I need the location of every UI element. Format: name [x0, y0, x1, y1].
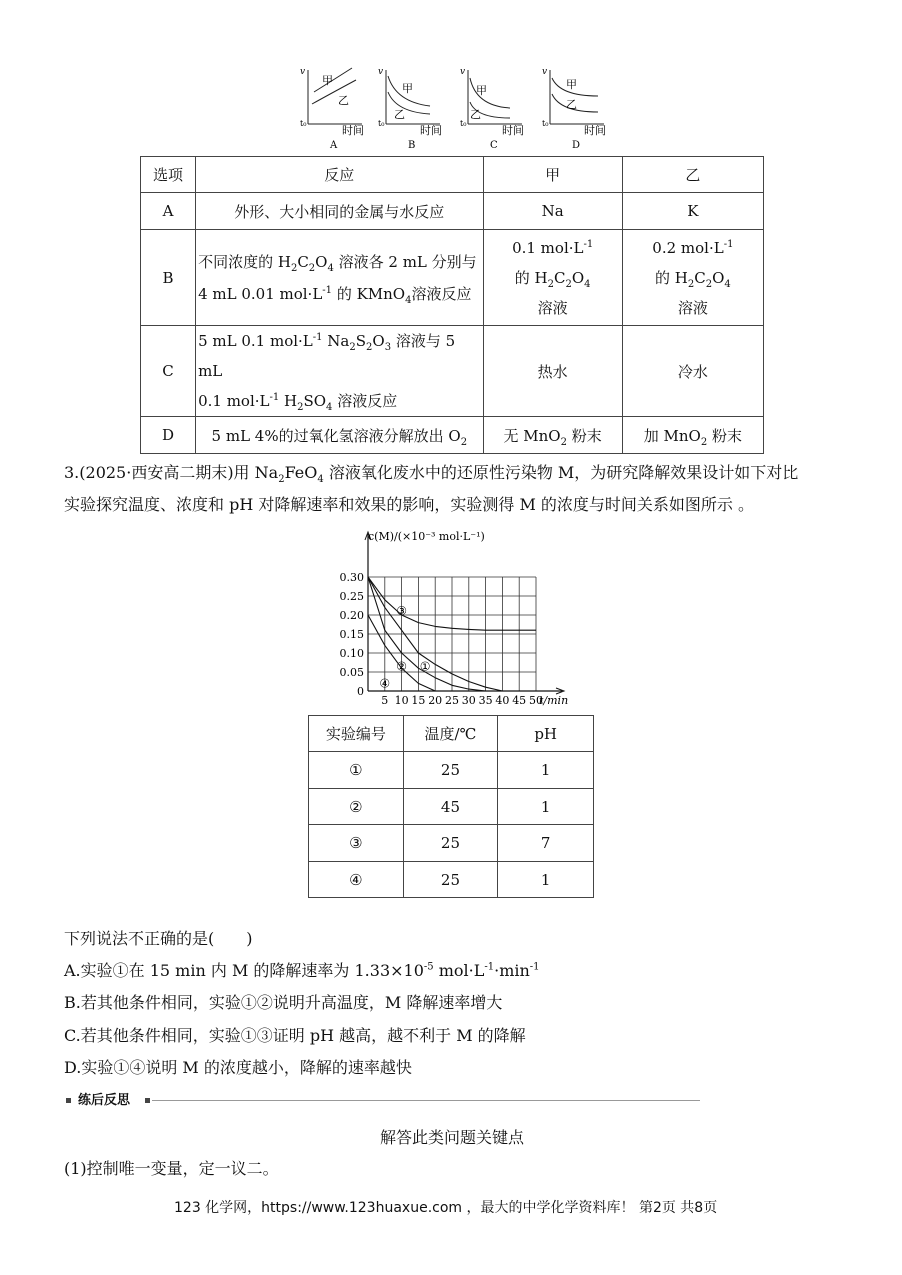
svg-text:时间: 时间: [420, 124, 442, 137]
option-a: A.实验①在 15 min 内 M 的降解速率为 $1.33\times 10^{-5}$ $mol\cdot L^{-1}\cdot\min^{-1}$: [64, 961, 540, 980]
svg-text:甲: 甲: [322, 74, 333, 87]
mini-chart-c: [460, 67, 524, 150]
page-footer: 123 化学网，https://www.123huaxue.com ，最大的中学化学资料库！ 第2页 共8页: [174, 1200, 718, 1216]
q2-table-header: [141, 157, 764, 193]
header-yi: 乙: [622, 157, 763, 193]
x-tick-label: 10: [394, 694, 409, 706]
svg-text:时间: 时间: [584, 124, 606, 137]
exp-ph: 1: [498, 862, 594, 898]
header-option: 选项: [141, 157, 196, 193]
row-a-reaction: 外形、大小相同的金属与水反应: [196, 193, 483, 230]
row-d-jia: 无 MnO$_2$ 粉末: [483, 417, 622, 454]
row-b-reaction: 不同浓度的 $H_2C_2O_4$ 溶液各 2 mL 分别与 4 mL 0.01 $mol\cdot L^{-1}$ 的 KMnO$_4$溶液反应: [196, 230, 483, 326]
option-b: B.若其他条件相同，实验①②说明升高温度，M 降解速率增大: [64, 993, 503, 1012]
option-d: D.实验①④说明 M 的浓度越小，降解的速率越快: [64, 1058, 412, 1077]
q3-table: [308, 715, 594, 898]
exp-ph: 7: [498, 825, 594, 862]
svg-text:乙: 乙: [470, 108, 481, 121]
svg-text:甲: 甲: [402, 82, 413, 95]
svg-text:v: v: [300, 67, 306, 77]
y-tick-label: 0.25: [339, 590, 364, 603]
exp-id: ③: [309, 825, 404, 862]
svg-text:A: A: [330, 140, 338, 150]
q2-table: [140, 156, 764, 454]
row-c-reaction: 5 mL 0.1 $mol\cdot L^{-1}$ $Na_2S_2O_3$ 溶液与 5 mL 0.1 $mol\cdot L^{-1}$ $H_2SO_4$ 溶液反应: [196, 326, 483, 417]
table-row: [141, 193, 764, 230]
svg-text:v: v: [378, 67, 384, 77]
svg-text:B: B: [408, 140, 416, 150]
svg-text:乙: 乙: [338, 94, 349, 107]
q3-table-header: [309, 716, 594, 752]
section-divider: [152, 1100, 700, 1101]
q3-question: 下列说法不正确的是( ): [64, 929, 253, 948]
mini-chart-a: [300, 67, 364, 150]
svg-text:甲: 甲: [476, 84, 487, 97]
table-row: [309, 752, 594, 789]
header-reaction: 反应: [196, 157, 483, 193]
table-row: [309, 862, 594, 898]
q3-stem-line1: 3.(2025·西安高二期末)用 $Na_2FeO_4$ 溶液氧化废水中的还原性污染物 M，为研究降解效果设计如下对比: [64, 463, 799, 486]
exp-temp: 25: [403, 752, 498, 789]
svg-text:甲: 甲: [566, 78, 577, 91]
mini-chart-d: [542, 67, 606, 150]
table-row: [141, 417, 764, 454]
row-d-option: D: [141, 417, 196, 454]
mini-chart-b: [378, 67, 442, 150]
mini-charts: [290, 62, 620, 150]
y-tick-label: 0.20: [339, 609, 364, 622]
header-jia: 甲: [483, 157, 622, 193]
table-row: [141, 230, 764, 326]
row-b-yi: 0.2 $mol\cdot L^{-1}$ 的 $H_2C_2O_4$ 溶液: [622, 230, 763, 326]
row-c-yi: 冷水: [622, 326, 763, 417]
series-label: ①: [419, 659, 431, 674]
y-tick-label: 0.30: [339, 571, 364, 584]
table-row: [141, 326, 764, 417]
x-tick-label: 50: [529, 694, 543, 706]
exp-id: ②: [309, 789, 404, 825]
series-label: ②: [396, 659, 407, 674]
svg-text:D: D: [572, 140, 581, 150]
x-tick-label: 15: [411, 694, 426, 706]
section-title: 练后反思: [78, 1093, 131, 1108]
y-tick-label: 0.15: [339, 628, 364, 641]
exp-id: ④: [309, 862, 404, 898]
header-temp: 温度/℃: [403, 716, 498, 752]
exp-ph: 1: [498, 789, 594, 825]
header-ph: pH: [498, 716, 594, 752]
svg-text:t₀: t₀: [460, 119, 467, 128]
x-tick-label: 40: [495, 694, 510, 706]
row-b-jia: 0.1 $mol\cdot L^{-1}$ 的 $H_2C_2O_4$ 溶液: [483, 230, 622, 326]
table-row: [309, 825, 594, 862]
section-subtitle: 解答此类问题关键点: [380, 1128, 525, 1147]
x-axis-label: t/min: [539, 694, 569, 706]
y-tick-label: 0.10: [339, 647, 364, 660]
x-tick-label: 5: [381, 694, 389, 706]
exp-temp: 25: [403, 862, 498, 898]
svg-text:乙: 乙: [394, 108, 405, 121]
svg-text:t₀: t₀: [300, 119, 307, 128]
x-tick-label: 20: [428, 694, 443, 706]
svg-text:时间: 时间: [342, 124, 364, 137]
y-tick-label: 0.05: [339, 666, 364, 679]
svg-text:时间: 时间: [502, 124, 524, 137]
x-tick-label: 35: [478, 694, 493, 706]
exp-temp: 45: [403, 789, 498, 825]
section-point-1: (1)控制唯一变量，定一议二。: [64, 1159, 279, 1178]
svg-text:C: C: [490, 140, 498, 150]
row-b-option: B: [141, 230, 196, 326]
svg-text:v: v: [460, 67, 466, 77]
section-marker-right: [145, 1098, 150, 1103]
section-marker-left: [66, 1098, 71, 1103]
row-c-jia: 热水: [483, 326, 622, 417]
svg-text:t₀: t₀: [378, 119, 385, 128]
y-tick-label: 0: [357, 685, 364, 698]
header-exp: 实验编号: [309, 716, 404, 752]
series-label: ④: [379, 676, 391, 691]
exp-id: ①: [309, 752, 404, 789]
option-c: C.若其他条件相同，实验①③证明 pH 越高，越不利于 M 的降解: [64, 1026, 526, 1045]
svg-text:v: v: [542, 67, 548, 77]
row-a-jia: Na: [483, 193, 622, 230]
x-tick-label: 45: [512, 694, 527, 706]
q3-chart: [336, 522, 576, 706]
svg-text:t₀: t₀: [542, 119, 549, 128]
x-tick-label: 25: [445, 694, 459, 706]
row-d-reaction: 5 mL 4%的过氧化氢溶液分解放出 $O_2$: [196, 417, 483, 454]
y-axis-label: c(M)/(×10⁻³ mol·L⁻¹): [368, 530, 485, 543]
row-d-yi: 加 MnO$_2$ 粉末: [622, 417, 763, 454]
exp-ph: 1: [498, 752, 594, 789]
table-row: [309, 789, 594, 825]
row-a-option: A: [141, 193, 196, 230]
q3-stem-line2: 实验探究温度、浓度和 pH 对降解速率和效果的影响，实验测得 M 的浓度与时间关系如图所示 。: [64, 495, 755, 514]
svg-text:乙: 乙: [566, 98, 577, 111]
row-c-option: C: [141, 326, 196, 417]
series-label: ③: [396, 604, 407, 619]
row-a-yi: K: [622, 193, 763, 230]
x-tick-label: 30: [461, 694, 476, 706]
exp-temp: 25: [403, 825, 498, 862]
